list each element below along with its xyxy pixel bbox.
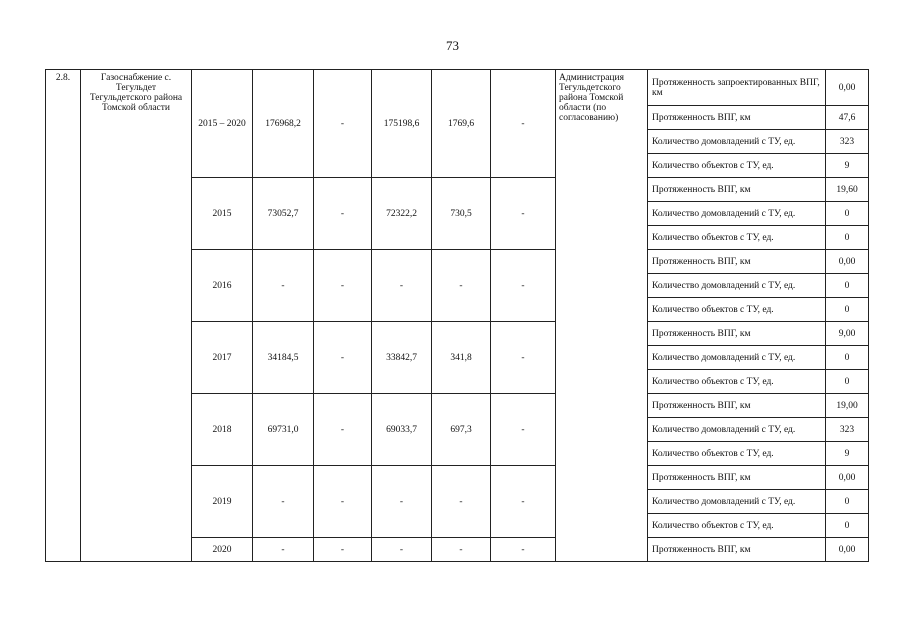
- indicator-label: Протяженность запроектированных ВПГ, км: [648, 70, 826, 106]
- extrabudget-amount: -: [491, 178, 556, 250]
- indicator-label: Количество домовладений с ТУ, ед.: [648, 418, 826, 442]
- regional-amount: -: [372, 538, 432, 562]
- total-amount: 34184,5: [253, 322, 314, 394]
- period-year: 2020: [192, 538, 253, 562]
- indicator-value: 0,00: [826, 70, 869, 106]
- indicator-value: 323: [826, 418, 869, 442]
- indicator-label: Количество домовладений с ТУ, ед.: [648, 202, 826, 226]
- local-amount: -: [432, 250, 491, 322]
- indicator-value: 0,00: [826, 250, 869, 274]
- indicator-value: 323: [826, 130, 869, 154]
- indicator-label: Количество домовладений с ТУ, ед.: [648, 490, 826, 514]
- indicator-label: Протяженность ВПГ, км: [648, 322, 826, 346]
- indicator-label: Количество домовладений с ТУ, ед.: [648, 274, 826, 298]
- extrabudget-amount: -: [491, 394, 556, 466]
- federal-amount: -: [314, 322, 372, 394]
- period-year: 2017: [192, 322, 253, 394]
- indicator-label: Количество объектов с ТУ, ед.: [648, 154, 826, 178]
- total-amount: 176968,2: [253, 70, 314, 178]
- indicator-value: 0,00: [826, 538, 869, 562]
- executor: Администрация Тегульдетского района Томской области (по согласованию): [556, 70, 648, 562]
- indicator-label: Количество объектов с ТУ, ед.: [648, 370, 826, 394]
- indicator-value: 0: [826, 274, 869, 298]
- indicator-label: Количество объектов с ТУ, ед.: [648, 298, 826, 322]
- indicator-value: 0: [826, 202, 869, 226]
- period-year: 2015: [192, 178, 253, 250]
- indicator-value: 0: [826, 226, 869, 250]
- regional-amount: 33842,7: [372, 322, 432, 394]
- period-year: 2019: [192, 466, 253, 538]
- indicator-value: 0: [826, 298, 869, 322]
- total-amount: -: [253, 466, 314, 538]
- page-number: 73: [446, 38, 459, 53]
- table-body: [46, 70, 869, 562]
- regional-amount: 175198,6: [372, 70, 432, 178]
- local-amount: 697,3: [432, 394, 491, 466]
- local-amount: 1769,6: [432, 70, 491, 178]
- total-amount: -: [253, 538, 314, 562]
- local-amount: 341,8: [432, 322, 491, 394]
- federal-amount: -: [314, 250, 372, 322]
- total-amount: 69731,0: [253, 394, 314, 466]
- indicator-label: Протяженность ВПГ, км: [648, 394, 826, 418]
- indicator-label: Количество домовладений с ТУ, ед.: [648, 130, 826, 154]
- local-amount: -: [432, 466, 491, 538]
- regional-amount: -: [372, 250, 432, 322]
- period-year: 2018: [192, 394, 253, 466]
- item-number: 2.8.: [46, 70, 81, 562]
- federal-amount: -: [314, 466, 372, 538]
- extrabudget-amount: -: [491, 250, 556, 322]
- indicator-label: Протяженность ВПГ, км: [648, 178, 826, 202]
- indicator-label: Протяженность ВПГ, км: [648, 466, 826, 490]
- indicator-label: Количество объектов с ТУ, ед.: [648, 442, 826, 466]
- regional-amount: 72322,2: [372, 178, 432, 250]
- indicator-label: Количество объектов с ТУ, ед.: [648, 514, 826, 538]
- local-amount: 730,5: [432, 178, 491, 250]
- indicator-label: Количество домовладений с ТУ, ед.: [648, 346, 826, 370]
- indicator-value: 0: [826, 514, 869, 538]
- program-table: [45, 69, 869, 562]
- extrabudget-amount: -: [491, 466, 556, 538]
- item-name: Газоснабжение с. Тегульдет Тегульдетского района Томской области: [81, 70, 192, 562]
- indicator-value: 0,00: [826, 466, 869, 490]
- table-row: [46, 70, 869, 106]
- indicator-label: Протяженность ВПГ, км: [648, 250, 826, 274]
- indicator-value: 0: [826, 346, 869, 370]
- indicator-value: 19,00: [826, 394, 869, 418]
- extrabudget-amount: -: [491, 322, 556, 394]
- indicator-value: 19,60: [826, 178, 869, 202]
- period-year: 2016: [192, 250, 253, 322]
- extrabudget-amount: -: [491, 538, 556, 562]
- indicator-value: 0: [826, 490, 869, 514]
- federal-amount: -: [314, 178, 372, 250]
- indicator-value: 47,6: [826, 106, 869, 130]
- indicator-label: Протяженность ВПГ, км: [648, 106, 826, 130]
- indicator-value: 9: [826, 154, 869, 178]
- indicator-label: Протяженность ВПГ, км: [648, 538, 826, 562]
- local-amount: -: [432, 538, 491, 562]
- indicator-value: 9,00: [826, 322, 869, 346]
- total-amount: -: [253, 250, 314, 322]
- indicator-value: 0: [826, 370, 869, 394]
- federal-amount: -: [314, 70, 372, 178]
- regional-amount: 69033,7: [372, 394, 432, 466]
- regional-amount: -: [372, 466, 432, 538]
- federal-amount: -: [314, 394, 372, 466]
- federal-amount: -: [314, 538, 372, 562]
- period-year: 2015 – 2020: [192, 70, 253, 178]
- indicator-value: 9: [826, 442, 869, 466]
- total-amount: 73052,7: [253, 178, 314, 250]
- indicator-label: Количество объектов с ТУ, ед.: [648, 226, 826, 250]
- extrabudget-amount: -: [491, 70, 556, 178]
